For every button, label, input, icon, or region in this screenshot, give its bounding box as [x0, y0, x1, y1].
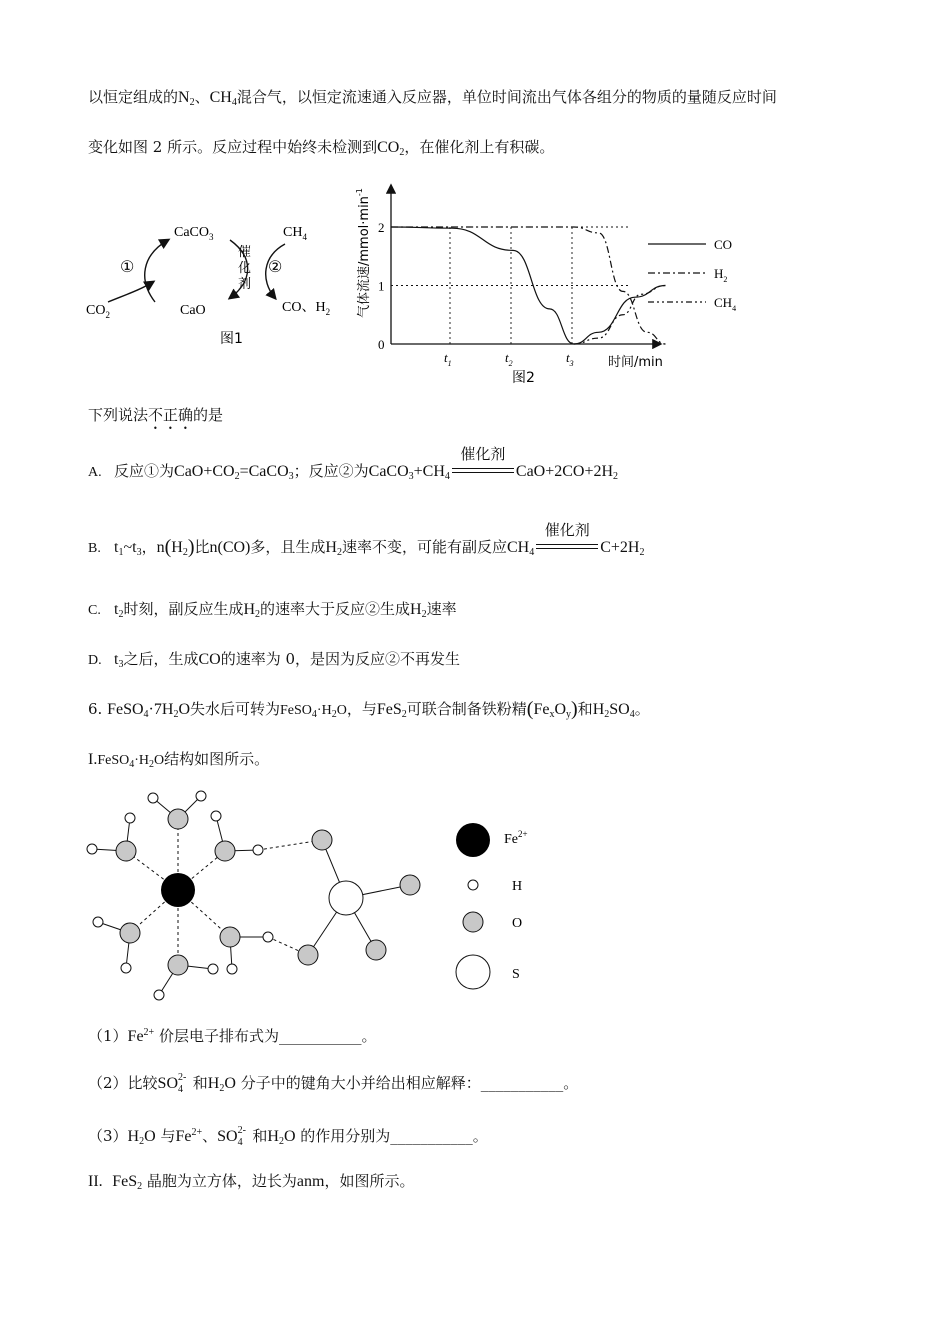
chart-legend: [648, 237, 736, 313]
fig1-caption: 图1: [220, 331, 243, 347]
subquestion-1: $(1)Fe^{2+}$ 价层电子排布式为___________。: [88, 1027, 377, 1045]
formula-ch4: $CH_4$: [209, 89, 237, 108]
chart-grid: [391, 227, 630, 344]
legend-h-atom: [468, 880, 478, 890]
intro-line-1: 以恒定组成的$N_2$、$CH_4$混合气，以恒定流速通入反应器，单位时间流出气体各组分的物质的量随反应时间: [88, 88, 777, 108]
figure-2-chart: [350, 178, 770, 386]
fig1-arrow-co2: [108, 282, 153, 302]
o-atom: [168, 955, 188, 975]
fe-atom: [161, 873, 195, 907]
h-atom: [125, 813, 135, 823]
option-c[interactable]: C. $t_2$时刻，副反应生成$H_2$的速率大于反应②生成$H_2$速率: [88, 600, 457, 620]
o-atom: [400, 875, 420, 895]
fig1-caco3: CaCO$_3$: [174, 225, 214, 242]
chart-xlabel: 时间/min: [608, 355, 663, 370]
fig1-step-2: ②: [268, 259, 283, 276]
formula-n2: $N_2$: [178, 89, 195, 108]
legend-o-label: O: [512, 916, 523, 931]
chart-ylabel: 气体流速$/mmol\cdot\min^{-1}$: [355, 188, 372, 318]
h-atom: [211, 811, 221, 821]
fig1-products: CO、$H_2$: [282, 300, 331, 317]
intro-line-2: 变化如图 2 所示。反应过程中始终未检测到$CO_2$，在催化剂上有积碳。: [88, 138, 555, 158]
legend-fe-label: $Fe^{2+}$: [504, 829, 528, 847]
subquestion-2: （2）比较SO 2- 4 和$H_2O$ 分子中的键角大小并给出相应解释：___________。: [88, 1072, 579, 1095]
o-atom: [366, 940, 386, 960]
formula-co2: $CO_2$: [377, 139, 405, 158]
o-atom: [168, 809, 188, 829]
feso4-h2o-structure-diagram: [80, 785, 550, 1005]
chart-caption: 图2: [512, 370, 535, 386]
x-tick-label: $t_1$: [444, 350, 452, 368]
y-tick-label: 0: [378, 337, 385, 352]
part-i: $I.FeSO_4\cdot H_2O$结构如图所示。: [88, 750, 270, 770]
legend-label-co: CO: [714, 237, 733, 252]
option-b[interactable]: B. $t_1\sim t_3$，$n(H_2)$比n(CO)多，且生成$H_2$速率不变，可能有副反应$CH_4$ 催化剂 $C+2H_2$: [88, 521, 645, 558]
h-atom: [93, 917, 103, 927]
h-atom: [148, 793, 158, 803]
h-atom: [196, 791, 206, 801]
o-atom: [298, 945, 318, 965]
o-atom: [215, 841, 235, 861]
fig1-catalyst-3: 剂: [238, 277, 252, 292]
catalyst-equals-a: 催化剂: [452, 465, 514, 479]
o-atom: [120, 923, 140, 943]
question-stem: 下列说法不正确的是: [88, 406, 224, 424]
h-atom: [87, 844, 97, 854]
fig1-ch4: $CH_4$: [283, 225, 307, 242]
o-atom: [312, 830, 332, 850]
h-atom: [227, 964, 237, 974]
fig1-catalyst-1: 催: [238, 245, 252, 260]
legend-s-label: S: [512, 967, 520, 982]
option-a[interactable]: A. 反应①为$CaO+CO_2=CaCO_3$；反应②为$CaCO_3+CH_4$ 催化剂 $CaO+2CO+2H_2$: [88, 445, 619, 482]
h-atom: [263, 932, 273, 942]
legend-h-label: H: [512, 879, 523, 894]
legend-s-atom: [456, 955, 490, 989]
emphasis-not-correct: 不正确: [148, 406, 194, 424]
fig1-arrow-left: [145, 240, 168, 302]
fig1-co2: $CO_2$: [86, 303, 110, 320]
figure-1-cycle-diagram: [80, 210, 360, 355]
y-tick-label: 1: [378, 278, 385, 294]
legend-label-ch: $CH_4$: [714, 295, 737, 313]
series-line-ch: [574, 286, 666, 345]
chart-ticks: [378, 220, 574, 368]
x-tick-label: $t_2$: [505, 350, 513, 368]
h-atom: [208, 964, 218, 974]
y-tick-label: 2: [378, 220, 385, 235]
fig1-cao: CaO: [180, 303, 206, 318]
catalyst-equals-b: 催化剂: [536, 541, 598, 555]
legend-fe-atom: [456, 823, 490, 857]
fig1-catalyst-2: 化: [238, 261, 252, 276]
legend-o-atom: [463, 912, 483, 932]
h-atom: [154, 990, 164, 1000]
h-atom: [253, 845, 263, 855]
fig1-step-1: ①: [120, 259, 135, 276]
o-atom: [116, 841, 136, 861]
question-6: 6. $FeSO_4\cdot 7H_2O$失水后可转为$FeSO_4\cdot H_2O$，与FeS$_2$可联合制备铁粉精$(Fe_xO_y)$和$H_2SO_4$。: [88, 698, 650, 720]
legend-label-h: $H_2$: [714, 266, 728, 284]
o-atom: [220, 927, 240, 947]
x-tick-label: $t_3$: [566, 350, 574, 368]
part-ii: II. FeS$_2$ 晶胞为立方体，边长为anm，如图所示。: [88, 1172, 415, 1192]
subquestion-3: $(3)H_2O$ 与$Fe^{2+}$、SO 2- 4 和$H_2O$ 的作用分别为___________。: [88, 1125, 488, 1148]
h-atom: [121, 963, 131, 973]
option-d[interactable]: D. $t_3$之后，生成CO的速率为 0，是因为反应②不再发生: [88, 650, 461, 670]
s-atom: [329, 881, 363, 915]
